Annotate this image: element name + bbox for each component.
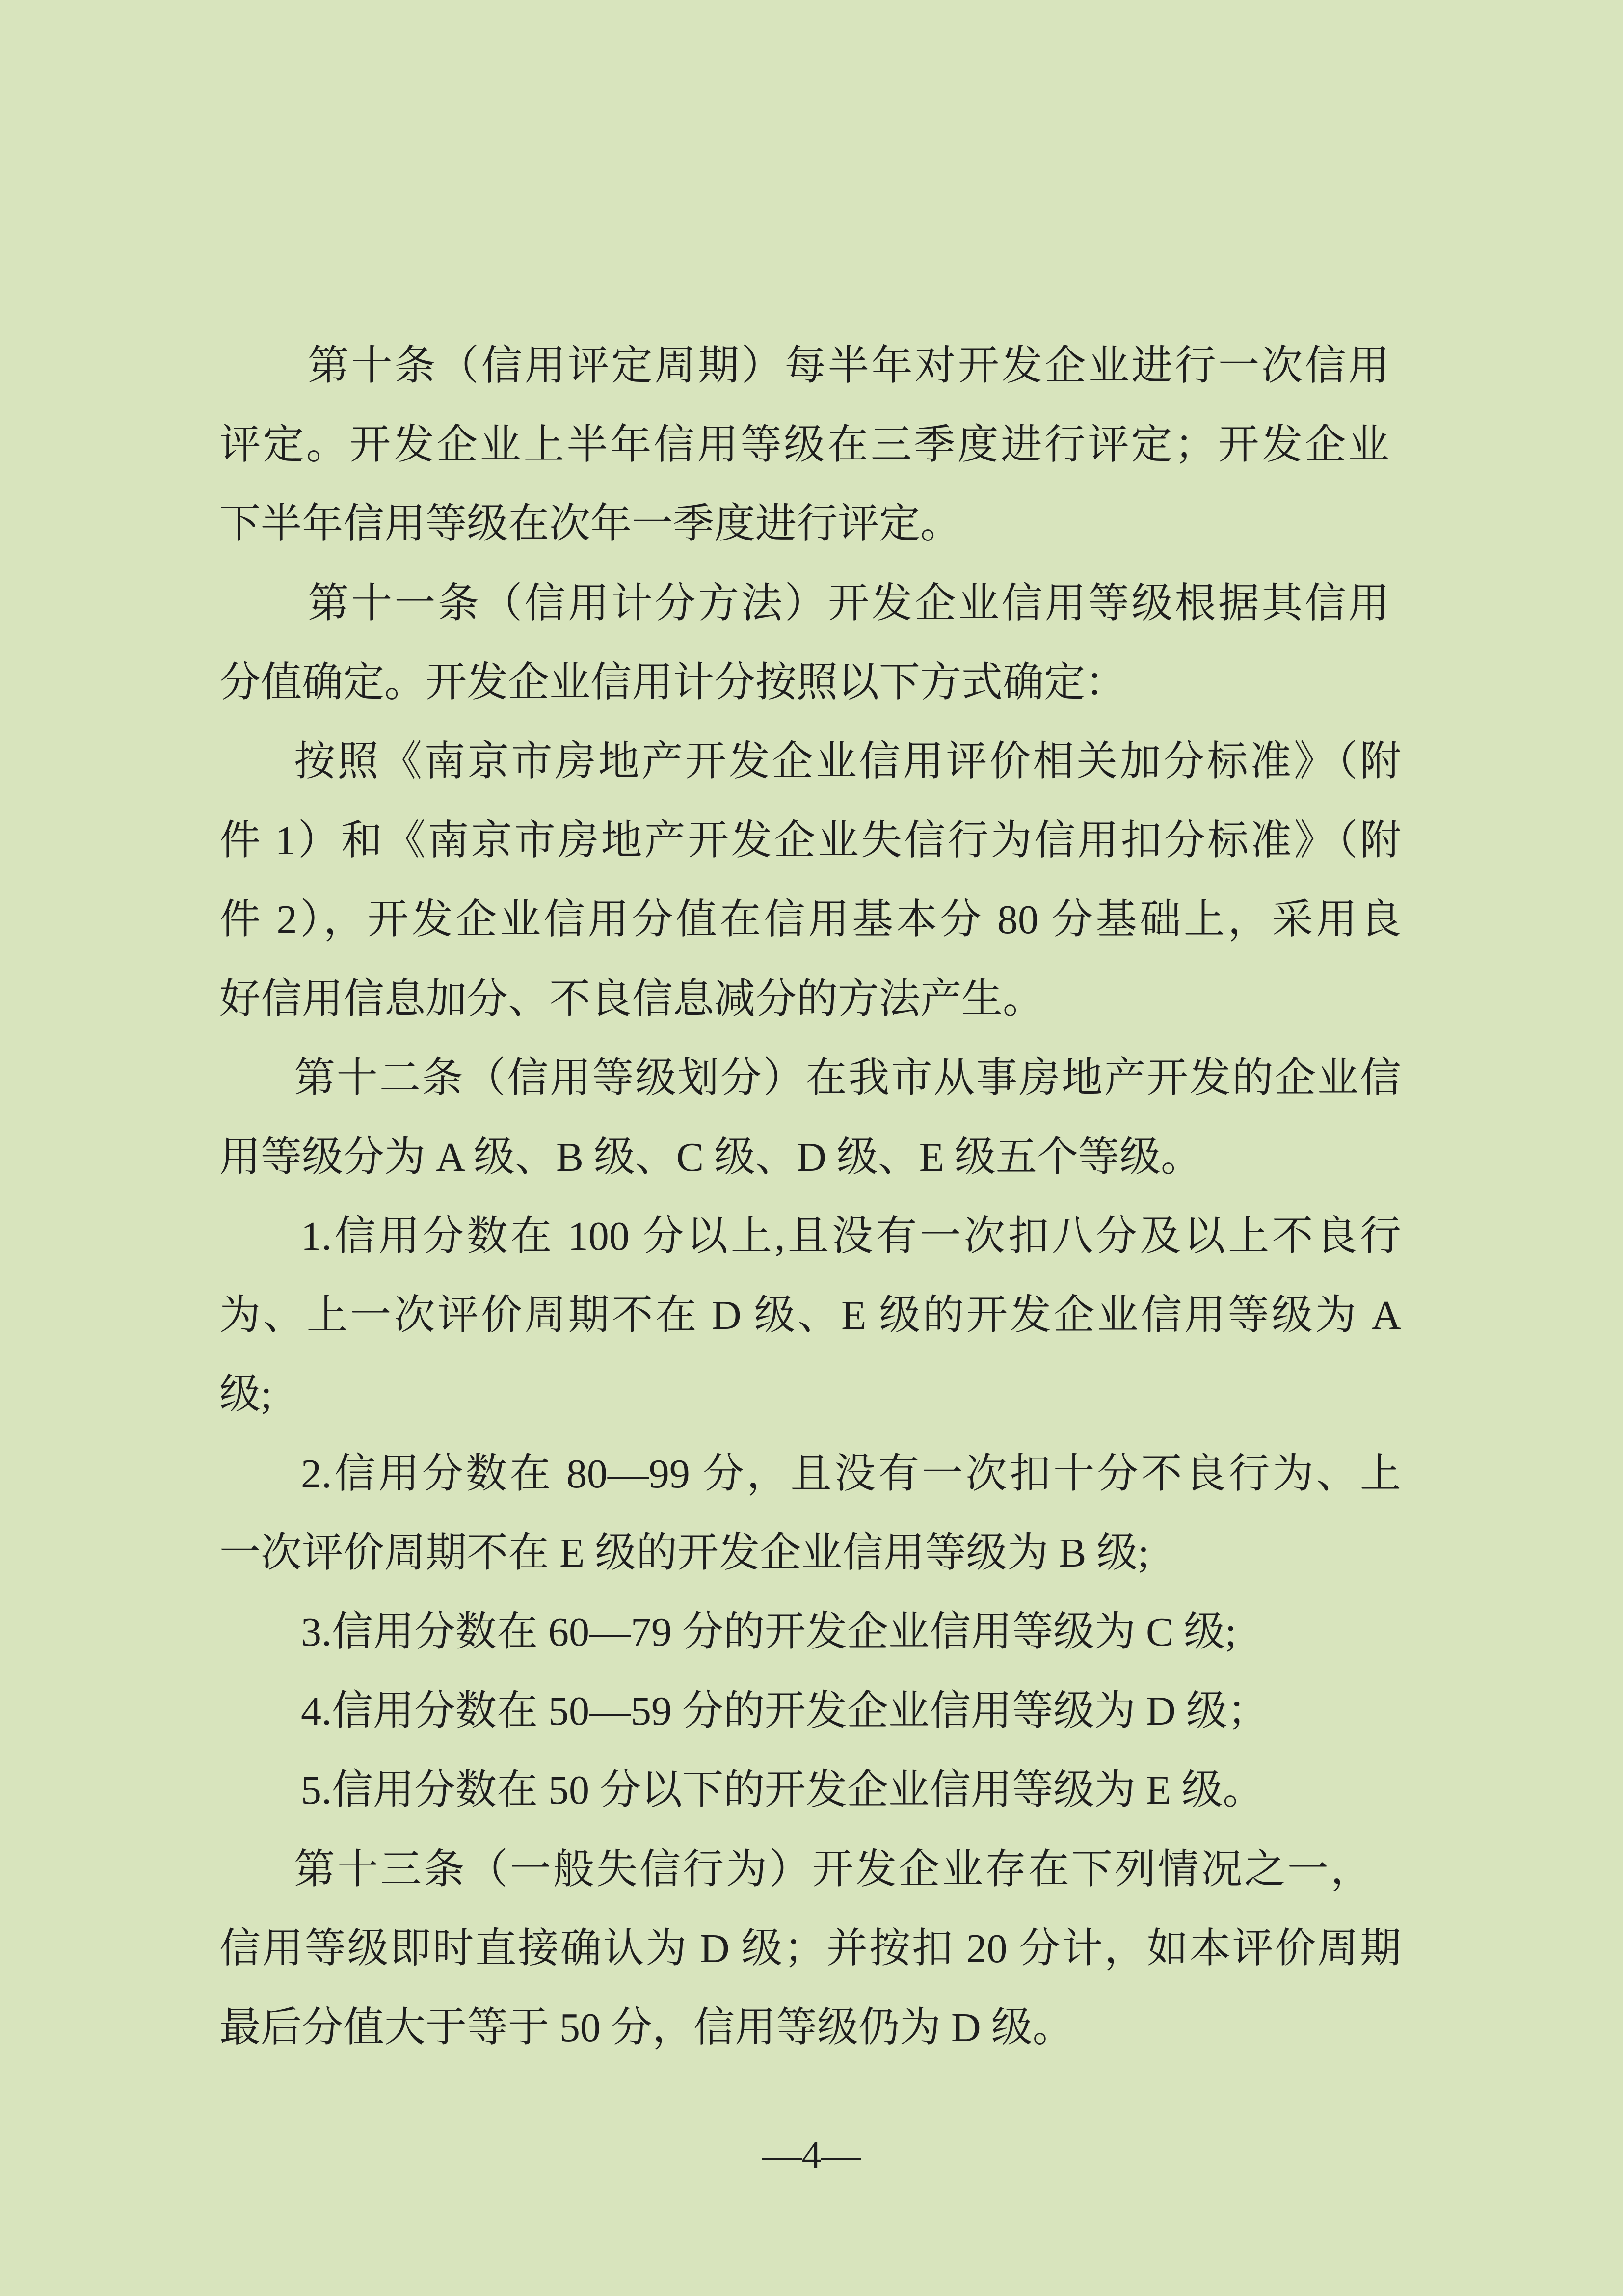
paragraph-line: 第十条（信用评定周期）每半年对开发企业进行一次信用 <box>308 343 1389 389</box>
paragraph-line: 下半年信用等级在次年一季度进行评定。 <box>219 501 962 547</box>
grade-item-4 <box>219 1672 1401 1751</box>
article-12-paragraph <box>219 1039 1401 1197</box>
grade-item-5 <box>219 1751 1401 1830</box>
paragraph-line: 最后分值大于等于 50 分，信用等级仍为 D 级。 <box>219 2004 1074 2051</box>
paragraph-line: 3.信用分数在 60—79 分的开发企业信用等级为 C 级; <box>301 1609 1237 1655</box>
paragraph-line: 第十三条（一般失信行为）开发企业存在下列情况之一， <box>294 1846 1372 1892</box>
grade-item-1 <box>219 1197 1401 1434</box>
paragraph-line: 信用等级即时直接确认为 D 级；并按扣 20 分计，如本评价周期 <box>219 1925 1401 1972</box>
scoring-method-paragraph <box>219 722 1401 1039</box>
paragraph-line: 级; <box>219 1372 272 1418</box>
paragraph-line: 一次评价周期不在 E 级的开发企业信用等级为 B 级; <box>219 1530 1149 1576</box>
paragraph-line: 5.信用分数在 50 分以下的开发企业信用等级为 E 级。 <box>301 1767 1264 1813</box>
paragraph-line: 评定。开发企业上半年信用等级在三季度进行评定；开发企业 <box>219 422 1389 468</box>
article-11-paragraph <box>219 564 1401 722</box>
paragraph-line: 第十一条（信用计分方法）开发企业信用等级根据其信用 <box>308 580 1389 626</box>
page-number: —4— <box>762 2134 861 2177</box>
paragraph-line: 件 1）和《南京市房地产开发企业失信行为信用扣分标准》（附 <box>219 818 1401 864</box>
paragraph-line: 1.信用分数在 100 分以上,且没有一次扣八分及以上不良行 <box>301 1214 1401 1260</box>
paragraph-line: 按照《南京市房地产开发企业信用评价相关加分标准》（附 <box>294 738 1401 784</box>
paragraph-line: 好信用信息加分、不良信息减分的方法产生。 <box>219 976 1044 1022</box>
article-10-paragraph <box>219 326 1401 564</box>
document-body <box>219 326 1401 2067</box>
paragraph-line: 分值确定。开发企业信用计分按照以下方式确定： <box>219 659 1127 705</box>
paragraph-line: 第十二条（信用等级划分）在我市从事房地产开发的企业信 <box>294 1055 1401 1101</box>
paragraph-line: 2.信用分数在 80—99 分，且没有一次扣十分不良行为、上 <box>301 1451 1401 1497</box>
article-13-paragraph <box>219 1830 1401 2068</box>
paragraph-line: 用等级分为 A 级、B 级、C 级、D 级、E 级五个等级。 <box>219 1134 1202 1180</box>
grade-item-2 <box>219 1434 1401 1593</box>
paragraph-line: 4.信用分数在 50—59 分的开发企业信用等级为 D 级； <box>301 1688 1269 1734</box>
paragraph-line: 件 2），开发企业信用分值在信用基本分 80 分基础上，采用良 <box>219 897 1401 943</box>
grade-item-3 <box>219 1593 1401 1672</box>
paragraph-line: 为、上一次评价周期不在 D 级、E 级的开发企业信用等级为 A <box>219 1293 1401 1339</box>
